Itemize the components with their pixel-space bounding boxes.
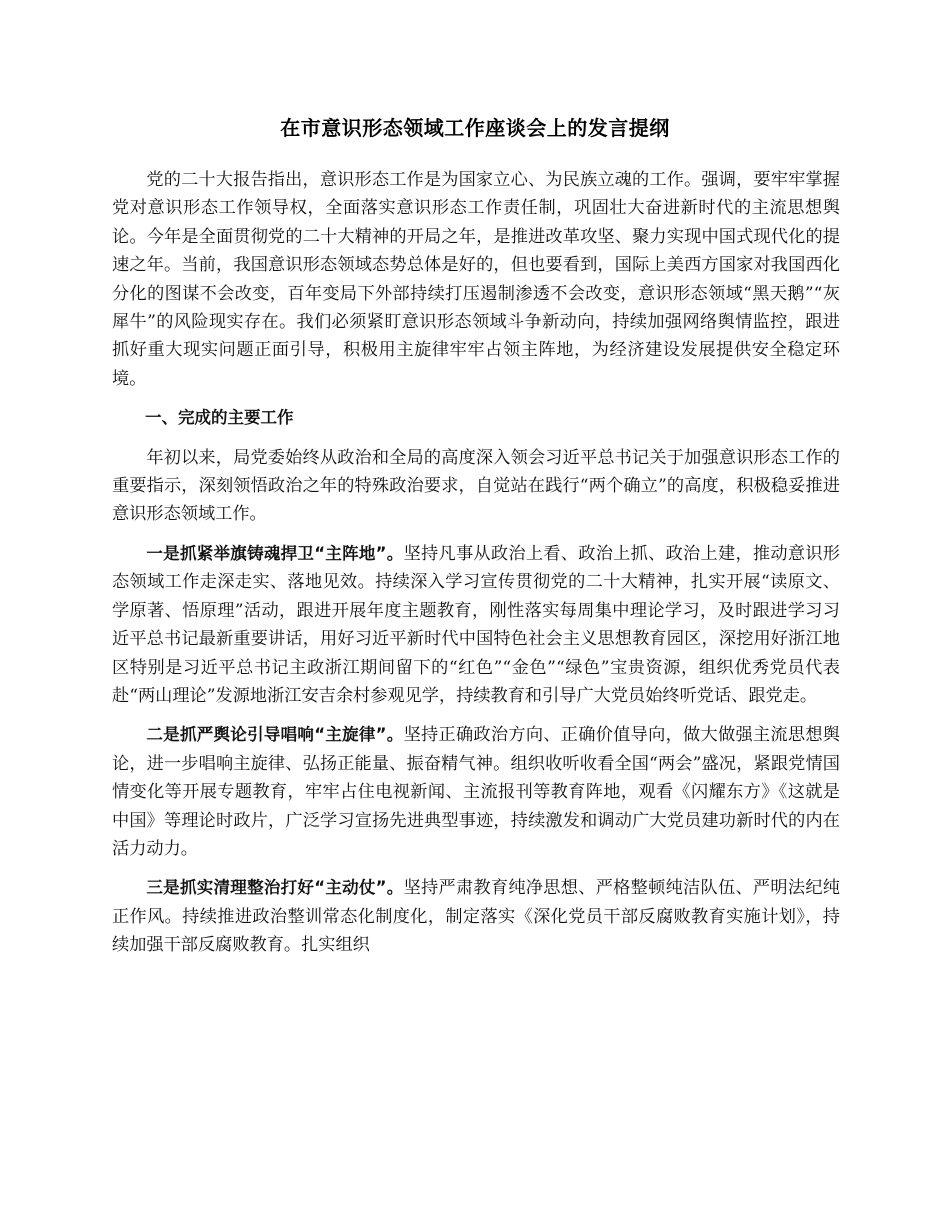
document-title: 在市意识形态领域工作座谈会上的发言提纲: [280, 116, 670, 140]
work-item-1: [112, 540, 840, 710]
work-item-3-text: 坚持严肃教育纯净思想、严格整顿纯洁队伍、严明法纪纯正作风。持续推进政治整训常态化制度化，制定落实《深化党员干部反腐败教育实施计划》，持续加强干部反腐败教育。扎实组织: [112, 878, 840, 956]
section-heading: 一、完成的主要工作: [145, 408, 294, 428]
work-item-2: [112, 721, 840, 863]
document-body: [112, 166, 840, 960]
work-item-1-text: 坚持凡事从政治上看、政治上抓、政治上建，推动意识形态领域工作走深走实、落地见效。持续深入学习宣传贯彻党的二十大精神，扎实开展“读原文、学原著、悟原理”活动，跟进开展年度主题教育，刚性落实每周集中理论学习，及时跟进学习习近平总书记最新重要讲话，用好习近平新时代中国特色社会主义思想教育园区，深挖用好浙江地区特别是习近平总书记主政浙江期间留下的“红色”“金色”“绿色”宝贵资源，组织优秀党员代表赴“两山理论”发源地浙江安吉余村参观见学，持续教育和引导广大党员始终听党话、跟党走。: [112, 543, 840, 706]
work-item-2-lead: 二是抓严舆论引导唱响“主旋律”。: [146, 725, 404, 745]
work-item-3: [112, 874, 840, 959]
intro-paragraph: 党的二十大报告指出，意识形态工作是为国家立心、为民族立魂的工作。强调，要牢牢掌握党对意识形态工作领导权，全面落实意识形态工作责任制，巩固壮大奋进新时代的主流思想舆论。今年是全面贯彻党的二十大精神的开局之年，是推进改革攻坚、聚力实现中国式现代化的提速之年。当前，我国意识形态领域态势总体是好的，但也要看到，国际上美西方国家对我国西化分化的图谋不会改变，百年变局下外部持续打压遏制渗透不会改变，意识形态领域“黑天鹅”“灰犀牛”的风险现实存在。我们必须紧盯意识形态领域斗争新动向，持续加强网络舆情监控，跟进抓好重大现实问题正面引导，积极用主旋律牢牢占领主阵地，为经济建设发展提供安全稳定环境。: [112, 170, 840, 389]
section-intro-paragraph: 年初以来，局党委始终从政治和全局的高度深入领会习近平总书记关于加强意识形态工作的重要指示，深刻领悟政治之年的特殊政治要求，自觉站在践行“两个确立”的高度，积极稳妥推进意识形态领域工作。: [112, 447, 840, 525]
work-item-3-lead: 三是抓实清理整治打好“主动仗”。: [146, 878, 404, 898]
work-item-2-text: 坚持正确政治方向、正确价值导向，做大做强主流思想舆论，进一步唱响主旋律、弘扬正能量、振奋精气神。组织收听收看全国“两会”盛况，紧跟党情国情变化等开展专题教育，牢牢占住电视新闻、主流报刊等教育阵地，观看《闪耀东方》《这就是中国》等理论时政片，广泛学习宣扬先进典型事迹，持续激发和调动广大党员建功新时代的内在活力动力。: [112, 725, 840, 859]
work-item-1-lead: 一是抓紧举旗铸魂捍卫“主阵地”。: [146, 543, 404, 563]
